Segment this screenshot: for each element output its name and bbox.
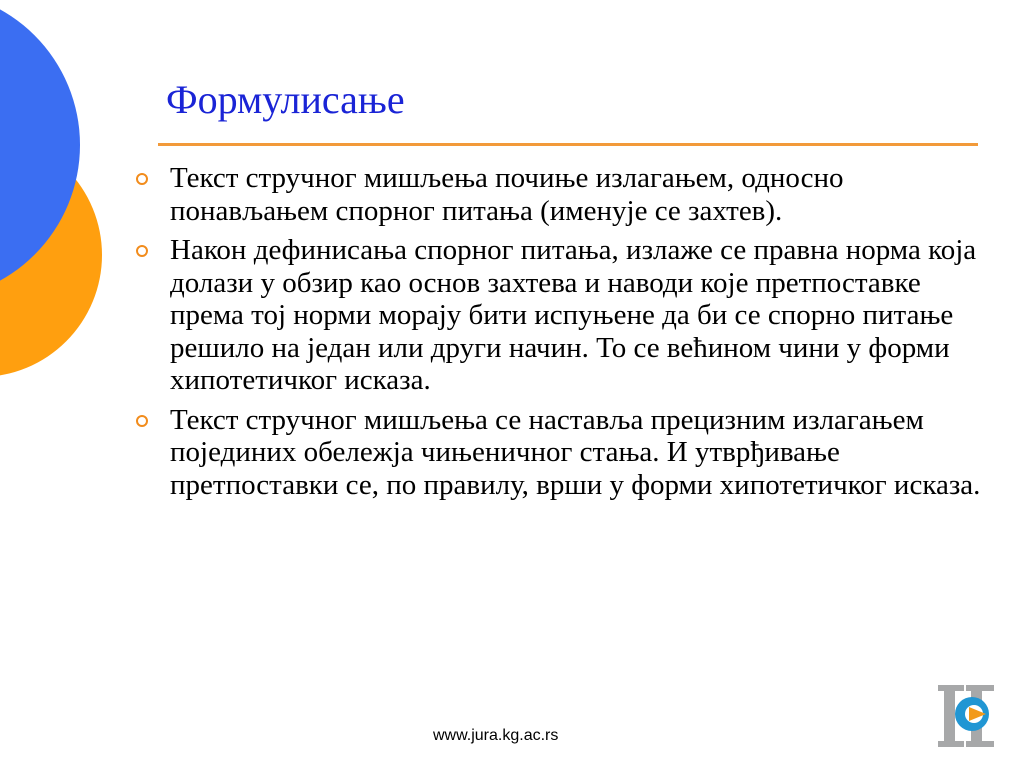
hollow-circle-bullet-icon — [136, 245, 148, 257]
bullet-item — [136, 162, 986, 227]
faculty-logo-icon — [936, 683, 1000, 749]
bullet-list — [136, 162, 986, 508]
bullet-item — [136, 234, 986, 397]
bullet-text: Текст стручног мишљења почиње излагањем, односно понављањем спорног питања (именује се захтев). — [170, 162, 844, 227]
blue-orange-circles-decoration — [0, 0, 130, 400]
hollow-circle-bullet-icon — [136, 173, 148, 185]
title-underline — [158, 143, 978, 146]
footer-url: www.jura.kg.ac.rs — [433, 727, 559, 744]
bullet-item — [136, 404, 986, 502]
bullet-text: Након дефинисања спорног питања, излаже се правна норма која долази у обзир као основ захтева и наводи које претпоставке према тој норми морају бити испуњене да би се спорно питање решило на један или други начин. То се већином чини у форми хипотетичког исказа. — [170, 234, 977, 396]
hollow-circle-bullet-icon — [136, 415, 148, 427]
slide-title: Формулисање — [166, 77, 405, 122]
bullet-text: Текст стручног мишљења се наставља прецизним излагањем појединих обележја чињеничног стања. И утврђивање претпоставки се, по правилу, врши у форми хипотетичког исказа. — [170, 403, 981, 501]
